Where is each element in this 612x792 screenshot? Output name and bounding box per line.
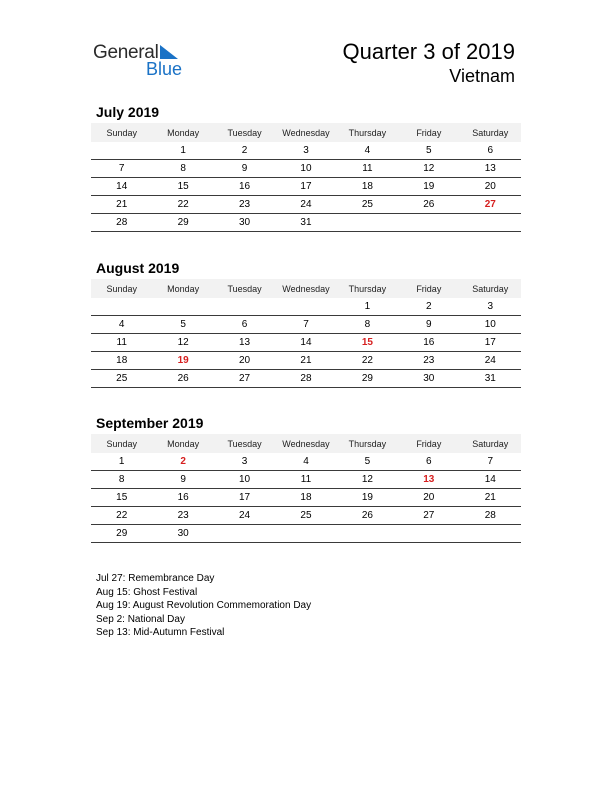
day-cell: 31: [275, 214, 336, 232]
weekday-header: Sunday: [91, 434, 152, 453]
day-cell: 26: [337, 507, 398, 525]
month-block-september: [91, 414, 521, 543]
day-cell: 25: [91, 370, 152, 388]
day-cell: 1: [337, 298, 398, 316]
calendar-table: [91, 123, 521, 232]
day-cell: 23: [398, 352, 459, 370]
day-cell: 21: [460, 489, 521, 507]
weekday-header-row: [91, 434, 521, 453]
holiday-note: Jul 27: Remembrance Day: [96, 573, 215, 584]
week-row: [91, 214, 521, 232]
day-cell: 30: [214, 214, 275, 232]
day-cell: 31: [460, 370, 521, 388]
day-cell: 2: [398, 298, 459, 316]
empty-day-cell: [152, 298, 213, 316]
day-cell: 14: [460, 471, 521, 489]
month-title: August 2019: [96, 260, 180, 276]
day-cell: 20: [398, 489, 459, 507]
calendar-table: [91, 434, 521, 543]
week-row: [91, 142, 521, 160]
empty-day-cell: [214, 298, 275, 316]
day-cell: 11: [275, 471, 336, 489]
month-title: July 2019: [96, 104, 160, 120]
logo-text-blue: Blue: [146, 59, 183, 79]
empty-day-cell: [398, 525, 459, 543]
day-cell: 15: [152, 178, 213, 196]
day-cell: 25: [337, 196, 398, 214]
empty-day-cell: [275, 525, 336, 543]
calendar-body: [91, 298, 521, 388]
day-cell: 28: [460, 507, 521, 525]
day-cell: 26: [398, 196, 459, 214]
weekday-header: Saturday: [460, 434, 521, 453]
day-cell: 20: [460, 178, 521, 196]
logo-text-general: General: [93, 42, 159, 63]
week-row: [91, 178, 521, 196]
weekday-header: Saturday: [460, 279, 521, 298]
day-cell: 24: [214, 507, 275, 525]
page-title: Quarter 3 of 2019: [342, 39, 515, 64]
week-row: [91, 525, 521, 543]
day-cell: 8: [91, 471, 152, 489]
day-cell: 19: [398, 178, 459, 196]
day-cell: 18: [91, 352, 152, 370]
week-row: [91, 489, 521, 507]
calendar-body: [91, 142, 521, 232]
day-cell: 23: [152, 507, 213, 525]
day-cell: 14: [91, 178, 152, 196]
day-cell: 23: [214, 196, 275, 214]
day-cell: 30: [152, 525, 213, 543]
day-cell: 11: [337, 160, 398, 178]
day-cell: 12: [337, 471, 398, 489]
week-row: [91, 160, 521, 178]
day-cell: 4: [91, 316, 152, 334]
week-row: [91, 453, 521, 471]
day-cell: 26: [152, 370, 213, 388]
holiday-note: Aug 19: August Revolution Commemoration Day: [96, 600, 312, 611]
day-cell: 19: [152, 352, 213, 370]
empty-day-cell: [275, 298, 336, 316]
day-cell: 5: [152, 316, 213, 334]
day-cell: 19: [337, 489, 398, 507]
weekday-header: Tuesday: [214, 434, 275, 453]
day-cell: 6: [398, 453, 459, 471]
calendar-table: [91, 279, 521, 388]
day-cell: 10: [214, 471, 275, 489]
empty-day-cell: [398, 214, 459, 232]
day-cell: 11: [91, 334, 152, 352]
week-row: [91, 298, 521, 316]
day-cell: 24: [460, 352, 521, 370]
day-cell: 2: [214, 142, 275, 160]
weekday-header: Sunday: [91, 123, 152, 142]
day-cell: 8: [152, 160, 213, 178]
day-cell: 16: [398, 334, 459, 352]
day-cell: 10: [275, 160, 336, 178]
day-cell: 27: [214, 370, 275, 388]
day-cell: 7: [275, 316, 336, 334]
month-block-july: [91, 103, 521, 232]
week-row: [91, 507, 521, 525]
day-cell: 30: [398, 370, 459, 388]
day-cell: 21: [275, 352, 336, 370]
weekday-header: Monday: [152, 279, 213, 298]
empty-day-cell: [214, 525, 275, 543]
weekday-header: Thursday: [337, 123, 398, 142]
day-cell: 16: [214, 178, 275, 196]
holiday-note: Aug 15: Ghost Festival: [96, 586, 198, 598]
day-cell: 24: [275, 196, 336, 214]
day-cell: 7: [460, 453, 521, 471]
day-cell: 16: [152, 489, 213, 507]
weekday-header: Monday: [152, 123, 213, 142]
day-cell: 14: [275, 334, 336, 352]
week-row: [91, 352, 521, 370]
day-cell: 4: [275, 453, 336, 471]
day-cell: 18: [337, 178, 398, 196]
day-cell: 28: [275, 370, 336, 388]
weekday-header-row: [91, 279, 521, 298]
week-row: [91, 196, 521, 214]
holiday-note: Sep 2: National Day: [96, 613, 185, 625]
day-cell: 2: [152, 453, 213, 471]
day-cell: 3: [460, 298, 521, 316]
month-title: September 2019: [96, 415, 204, 431]
day-cell: 1: [91, 453, 152, 471]
logo-triangle-icon: [160, 45, 178, 59]
weekday-header: Tuesday: [214, 123, 275, 142]
weekday-header: Friday: [398, 123, 459, 142]
weekday-header: Saturday: [460, 123, 521, 142]
day-cell: 9: [398, 316, 459, 334]
day-cell: 15: [91, 489, 152, 507]
day-cell: 5: [337, 453, 398, 471]
day-cell: 17: [460, 334, 521, 352]
day-cell: 1: [152, 142, 213, 160]
day-cell: 29: [91, 525, 152, 543]
day-cell: 6: [214, 316, 275, 334]
month-block-august: [91, 259, 521, 388]
weekday-header: Monday: [152, 434, 213, 453]
day-cell: 3: [214, 453, 275, 471]
day-cell: 12: [152, 334, 213, 352]
day-cell: 13: [214, 334, 275, 352]
weekday-header-row: [91, 123, 521, 142]
weekday-header: Friday: [398, 434, 459, 453]
weekday-header: Sunday: [91, 279, 152, 298]
empty-day-cell: [337, 525, 398, 543]
day-cell: 27: [398, 507, 459, 525]
day-cell: 4: [337, 142, 398, 160]
day-cell: 22: [152, 196, 213, 214]
week-row: [91, 370, 521, 388]
empty-day-cell: [460, 525, 521, 543]
day-cell: 9: [214, 160, 275, 178]
holiday-note: Sep 13: Mid-Autumn Festival: [96, 627, 225, 638]
day-cell: 12: [398, 160, 459, 178]
holiday-notes: [96, 572, 311, 640]
week-row: [91, 471, 521, 489]
weekday-header: Thursday: [337, 279, 398, 298]
empty-day-cell: [460, 214, 521, 232]
day-cell: 7: [91, 160, 152, 178]
day-cell: 29: [337, 370, 398, 388]
day-cell: 28: [91, 214, 152, 232]
day-cell: 10: [460, 316, 521, 334]
day-cell: 13: [460, 160, 521, 178]
empty-day-cell: [91, 298, 152, 316]
day-cell: 18: [275, 489, 336, 507]
day-cell: 13: [398, 471, 459, 489]
empty-day-cell: [337, 214, 398, 232]
weekday-header: Wednesday: [275, 123, 336, 142]
day-cell: 20: [214, 352, 275, 370]
weekday-header: Wednesday: [275, 279, 336, 298]
weekday-header: Friday: [398, 279, 459, 298]
day-cell: 8: [337, 316, 398, 334]
calendar-body: [91, 453, 521, 543]
day-cell: 21: [91, 196, 152, 214]
country-name: Vietnam: [449, 66, 515, 86]
week-row: [91, 334, 521, 352]
day-cell: 17: [275, 178, 336, 196]
week-row: [91, 316, 521, 334]
weekday-header: Thursday: [337, 434, 398, 453]
day-cell: 3: [275, 142, 336, 160]
day-cell: 27: [460, 196, 521, 214]
empty-day-cell: [91, 142, 152, 160]
day-cell: 22: [91, 507, 152, 525]
day-cell: 6: [460, 142, 521, 160]
day-cell: 25: [275, 507, 336, 525]
day-cell: 17: [214, 489, 275, 507]
day-cell: 5: [398, 142, 459, 160]
day-cell: 29: [152, 214, 213, 232]
weekday-header: Tuesday: [214, 279, 275, 298]
day-cell: 9: [152, 471, 213, 489]
day-cell: 15: [337, 334, 398, 352]
logo: [93, 42, 193, 78]
weekday-header: Wednesday: [275, 434, 336, 453]
day-cell: 22: [337, 352, 398, 370]
